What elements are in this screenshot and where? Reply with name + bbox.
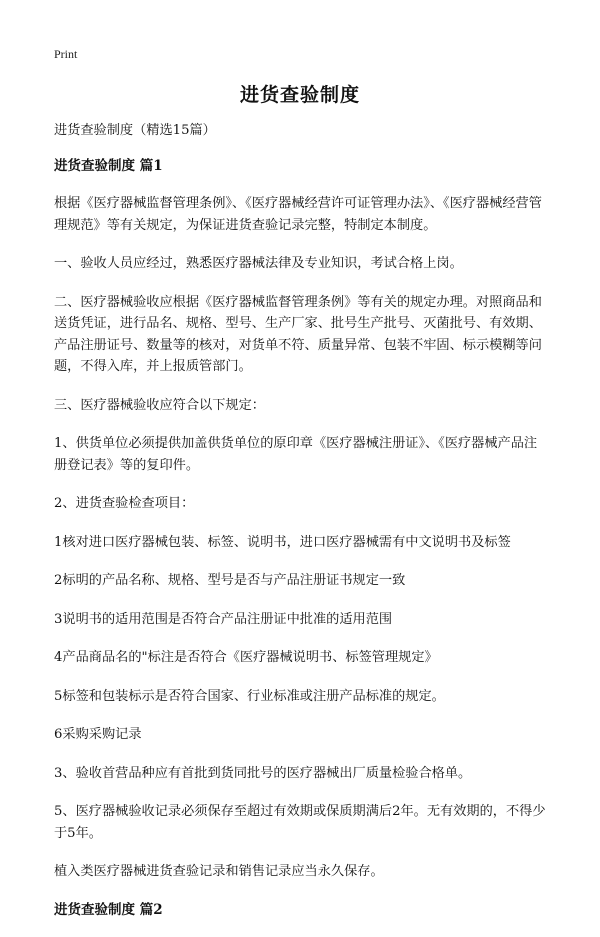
paragraph: 2标明的产品名称、规格、型号是否与产品注册证书规定一致 [54,573,406,588]
paragraph: 2、进货查验检查项目： [54,496,195,511]
paragraph: 6采购采购记录 [54,727,142,742]
paragraph: 三、医疗器械验收应符合以下规定： [54,397,265,413]
print-label: Print [54,47,78,61]
section-heading-1: 进货查验制度 篇1 [54,157,163,174]
paragraph: 根据《医疗器械监督管理条例》、《医疗器械经营许可证管理办法》、《医疗器械经营管理规范》等有关规定，为保证进货查验记录完整，特制定本制度。 [54,196,542,233]
paragraph: 植入类医疗器械进货查验记录和销售记录应当永久保存。 [54,864,384,879]
section-heading-2: 进货查验制度 篇2 [54,901,163,918]
paragraph: 5、医疗器械验收记录必须保存至超过有效期或保质期满后2年。无有效期的，不得少于5年。 [54,804,546,841]
paragraph: 3说明书的适用范围是否符合产品注册证中批准的适用范围 [54,611,393,627]
document-body [54,120,550,937]
paragraph: 3、验收首营品种应有首批到货同批号的医疗器械出厂质量检验合格单。 [54,765,472,781]
paragraph: 1、供货单位必须提供加盖供货单位的原印章《医疗器械注册证》、《医疗器械产品注册登记表》等的复印件。 [54,436,538,473]
document-title: 进货查验制度 [239,84,360,106]
paragraph: 5标签和包装标示是否符合国家、行业标准或注册产品标准的规定。 [54,688,445,704]
paragraph: 1核对进口医疗器械包装、标签、说明书，进口医疗器械需有中文说明书及标签 [54,534,511,550]
paragraph: 4产品商品名的"标注是否符合《医疗器械说明书、标签管理规定》 [54,650,438,665]
paragraph: 二、医疗器械验收应根据《医疗器械监督管理条例》等有关的规定办理。对照商品和送货凭证，进行品名、规格、型号、生产厂家、批号生产批号、灭菌批号、有效期、产品注册证号、数量等的核对，对货单不符、质量异常、包装不牢固、标示模糊等问题，不得入库，并上报质管部门。 [54,294,542,374]
document-subtitle: 进货查验制度（精选15篇） [54,123,216,138]
paragraph: 一、验收人员应经过，熟悉医疗器械法律及专业知识，考试合格上岗。 [54,256,463,271]
